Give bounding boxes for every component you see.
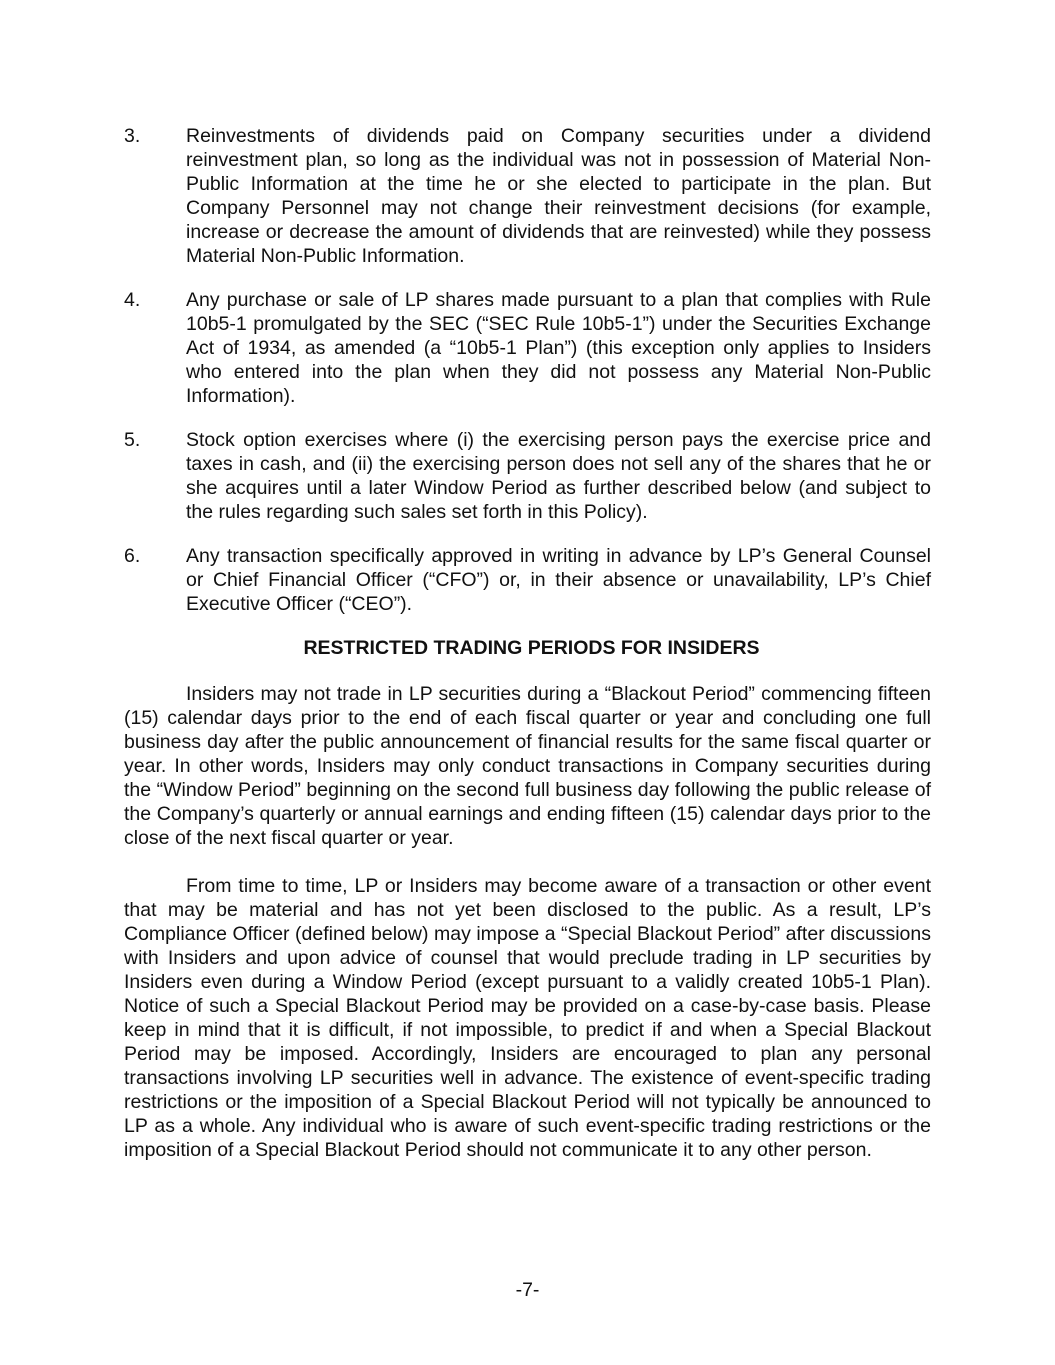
- list-item: [124, 428, 931, 524]
- list-item-text: Any purchase or sale of LP shares made pursuant to a plan that complies with Rule 10b5-1 promulgated by the SEC (“SEC Rule 10b5-1”) under the Securities Exchange Act of 1934, as amended (a “10b5-1 Plan”) (this exception only applies to Insiders who entered into the plan when they did not possess any Material Non-Public Information).: [186, 289, 931, 407]
- page-number: -7-: [515, 1279, 540, 1301]
- list-item-number: 4.: [124, 289, 141, 311]
- list-item-text: Any transaction specifically approved in writing in advance by LP’s General Counsel or Chief Financial Officer (“CFO”) or, in their absence or unavailability, LP’s Chief Executive Officer (“CEO”).: [186, 545, 931, 615]
- paragraph-special-blackout: From time to time, LP or Insiders may become aware of a transaction or other event that may be material and has not yet been disclosed to the public. As a result, LP’s Compliance Officer (defined below) may impose a “Special Blackout Period” after discussions with Insiders and upon advice of counsel that would preclude trading in LP securities by Insiders even during a Window Period (except pursuant to a validly created 10b5-1 Plan). Notice of such a Special Blackout Period may be provided on a case-by-case basis. Please keep in mind that it is difficult, if not impossible, to predict if and when a Special Blackout Period may be imposed. Accordingly, Insiders are encouraged to plan any personal transactions involving LP securities well in advance. The existence of event-specific trading restrictions or the imposition of a Special Blackout Period will not typically be announced to LP as a whole. Any individual who is aware of such event-specific trading restrictions or the imposition of a Special Blackout Period should not communicate it to any other person.: [124, 875, 931, 1161]
- list-item-number: 6.: [124, 545, 141, 567]
- list-item: [124, 544, 931, 616]
- list-item-text: Reinvestments of dividends paid on Company securities under a dividend reinvestment plan, so long as the individual was not in possession of Material Non-Public Information at the time he or she elected to participate in the plan. But Company Personnel may not change their reinvestment decisions (for example, increase or decrease the amount of dividends that are reinvested) while they possess Material Non-Public Information.: [186, 125, 931, 267]
- list-item-number: 3.: [124, 125, 141, 147]
- list-item-text: Stock option exercises where (i) the exercising person pays the exercise price and taxes in cash, and (ii) the exercising person does not sell any of the shares that he or she acquires until a later Window Period as further described below (and subject to the rules regarding such sales set forth in this Policy).: [186, 429, 931, 523]
- list-item-number: 5.: [124, 429, 141, 451]
- paragraph-blackout-period: Insiders may not trade in LP securities during a “Blackout Period” commencing fifteen (15) calendar days prior to the end of each fiscal quarter or year and concluding one full business day after the public announcement of financial results for the same fiscal quarter or year. In other words, Insiders may only conduct transactions in Company securities during the “Window Period” beginning on the second full business day following the public release of the Company’s quarterly or annual earnings and ending fifteen (15) calendar days prior to the close of the next fiscal quarter or year.: [124, 683, 931, 849]
- list-item: [124, 288, 931, 408]
- section-heading: RESTRICTED TRADING PERIODS FOR INSIDERS: [303, 637, 760, 659]
- document-page: [124, 124, 931, 1186]
- list-item: [124, 124, 931, 268]
